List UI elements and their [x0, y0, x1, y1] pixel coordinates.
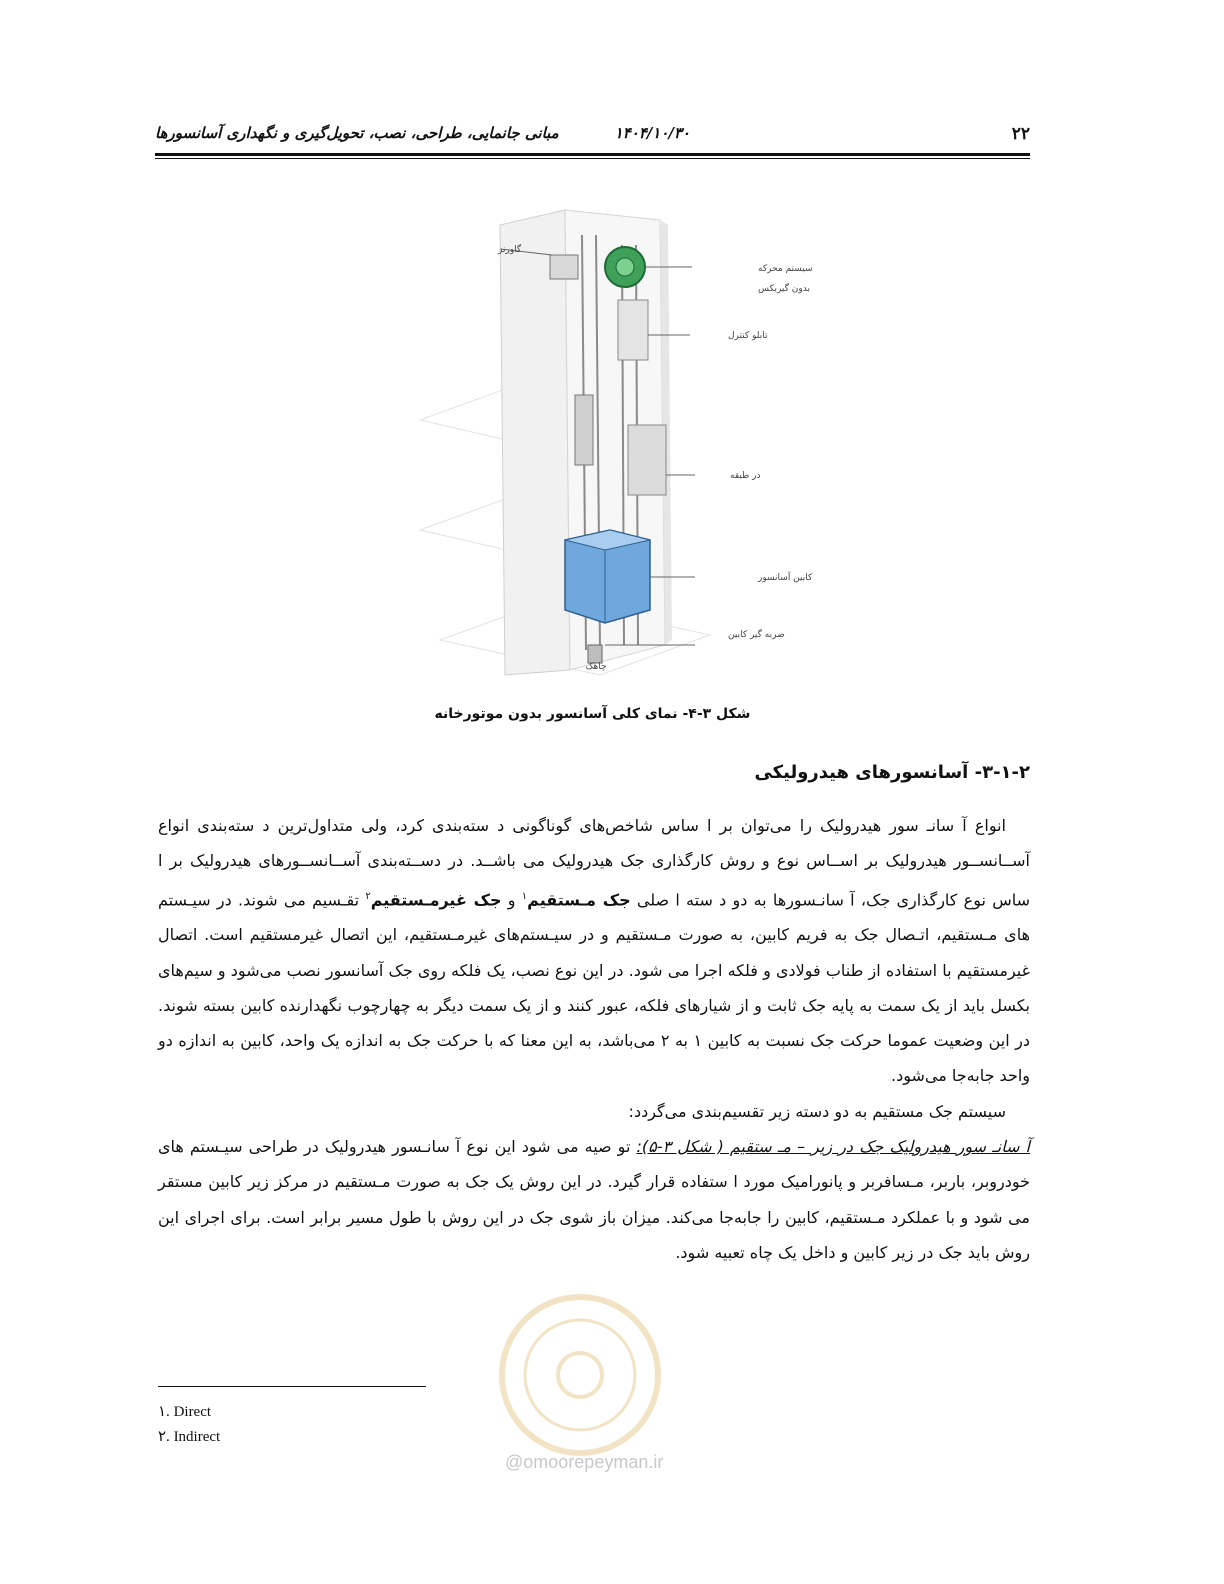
label-governor: گاورنر — [498, 245, 522, 255]
term-direct-jack: جک مـستقیم — [527, 889, 631, 909]
figure-caption: شکل ۳-۴- نمای کلی آسانسور بدون موتورخانه — [434, 706, 751, 722]
gearless-motor — [605, 247, 645, 287]
cabin-buffer — [588, 645, 602, 663]
footnote-1 — [158, 1400, 220, 1425]
header-rule — [155, 153, 1030, 159]
shaft-left-wall — [500, 210, 570, 675]
page-number: ۲۲ — [1011, 124, 1030, 144]
term-indirect-jack: جک غیرمـستقیم — [370, 889, 502, 909]
label-drive-system-2: بدون گیربکس — [758, 284, 810, 294]
footnote-2 — [158, 1425, 220, 1450]
footnote-2-number: ۲. — [158, 1429, 170, 1445]
label-control-panel: تابلو کنترل — [728, 331, 768, 341]
subsection-title: آ سانـ سور هیدرولیک جک در زیر – مـ ستقیم ( شکل ۳-۵): — [636, 1137, 1030, 1156]
control-panel — [618, 300, 648, 360]
paragraph-3-text: تو صیه می شود این نوع آ سانـسور هیدرولیک در طراحی سیـستم های خودروبر، باربر، مـسافربر و پانورامیک مورد ا ستفاده قرار گیرد. در این روش یک جک به صورت مـستقیم در مرکز زیر کابین مستقر می شود و با عملکرد مـستقیم، کابین را جابه‌جا می‌کند. میزان باز شوی جک در این روش با طول مسیر برابر است. برای اجرای این روش باید جک در زیر کابین و داخل یک چاه تعبیه شود. — [158, 1137, 1030, 1262]
footnotes — [158, 1400, 220, 1450]
paragraph-1-part-a: انواع آ سانـ سور هیدرولیک را می‌توان بر ا ساس شاخص‌های گوناگونی د سته‌بندی کرد، ولی متداول‌ترین د سته‌بندی انواع آســانســور هیدرولیک بر اســاس نوع و روش کارگذاری جک هیدرولیک می باشــد. در دســته‌بندی آســانســورهای هیدرولیک بر ا ساس نوع کارگذاری جک، آ سانـسورها به دو د سته ا صلی — [158, 816, 1031, 909]
footnote-rule — [158, 1386, 426, 1387]
elevator-figure — [410, 205, 813, 675]
body-text — [158, 808, 1030, 1270]
section-heading: ۳-۱-۲- آسانسورهای هیدرولیکی — [754, 762, 1030, 783]
paragraph-3 — [158, 1129, 1030, 1270]
governor-unit — [550, 255, 578, 279]
footnote-ref-1: ۱ — [521, 890, 528, 902]
paragraph-2: سیستم جک مستقیم به دو دسته زیر تقسیم‌بندی می‌گردد: — [628, 1101, 1006, 1121]
label-elevator-cabin: کابین آسانسور — [758, 573, 813, 583]
label-cabin-buffer: ضربه گیر کابین — [728, 630, 785, 640]
paragraph-1 — [158, 808, 1030, 1094]
label-landing-door: در طبقه — [730, 471, 761, 481]
label-pit: چاهک — [585, 662, 607, 672]
counterweight — [575, 395, 593, 465]
conjunction: و — [501, 889, 522, 909]
footnote-1-text: Direct — [173, 1404, 212, 1420]
elevator-cabin — [565, 530, 650, 623]
watermark-text: @omoorepeyman.ir — [505, 1452, 664, 1472]
landing-door — [628, 425, 666, 495]
elevator-diagram — [410, 205, 813, 675]
book-title: مبانی جانمایی، طراحی، نصب، تحویل‌گیری و نگهداری آسانسورها — [155, 124, 559, 142]
footnote-ref-2: ۲ — [365, 890, 371, 902]
label-drive-system-1: سیستم محرکه — [758, 264, 813, 274]
footnote-1-number: ۱. — [158, 1404, 170, 1420]
header-date: ۱۴۰۴/۱۰/۳۰ — [614, 124, 690, 142]
paragraph-1-part-c: تقـسیم می شوند. در سیـستم های مـستقیم، اتـصال جک به فریم کابین، به صورت مـستقیم و در سیـستم‌های غیرمـستقیم، این اتصال غیرمستقیم است. اتصال غیرمستقیم با استفاده از طناب فولادی و فلکه اجرا می شود. در این نوع نصب، یک فلکه روی جک آسانسور نصب می‌شود و سیم‌های بکسل باید از یک سمت به پایه جک ثابت و از شیارهای فلکه، عبور کنند و از یک سمت دیگر به چهارچوب نگهدارنده کابین بسته شوند. در این وضعیت عموما حرکت جک نسبت به کابین ۱ به ۲ می‌باشد، به این معنا که با حرکت جک به اندازه یک واحد، کابین به اندازه دو واحد جابه‌جا می‌شود. — [158, 889, 1030, 1086]
watermark-seal-icon — [495, 1290, 665, 1460]
footnote-2-text: Indirect — [173, 1429, 221, 1445]
page-header — [155, 116, 1030, 152]
